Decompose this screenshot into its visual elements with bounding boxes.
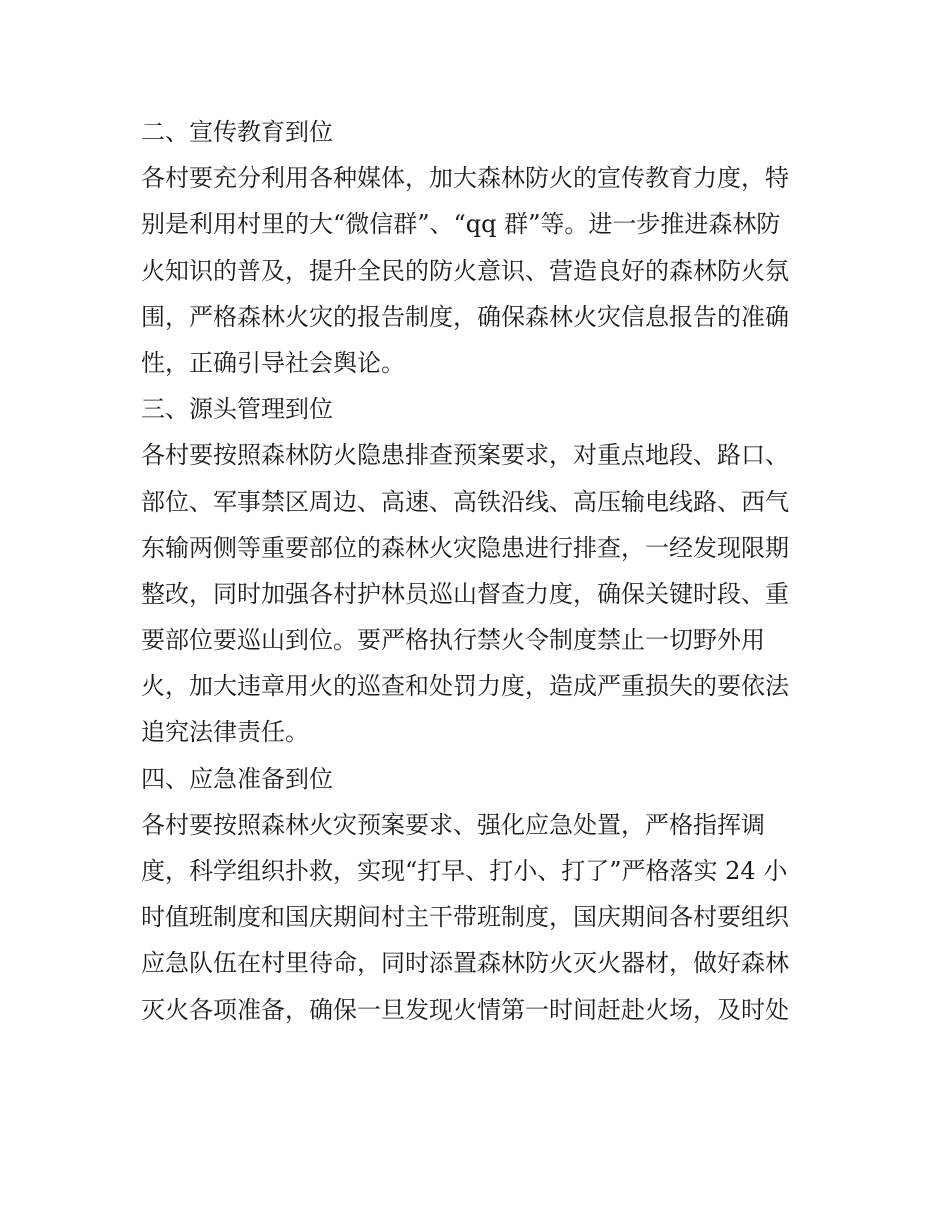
paragraph-line: 部位、军事禁区周边、高速、高铁沿线、高压输电线路、西气 (141, 487, 789, 516)
paragraph-line: 整改，同时加强各村护林员巡山督查力度，确保关键时段、重 (141, 579, 789, 608)
paragraph-line: 灭火各项准备，确保一旦发现火情第一时间赶赴火场，及时处 (141, 995, 789, 1024)
paragraph-line: 别是利用村里的大“微信群”、“qq 群”等。进一步推进森林防 (141, 210, 781, 239)
paragraph-line: 时值班制度和国庆期间村主干带班制度，国庆期间各村要组织 (141, 903, 789, 932)
paragraph-line: 各村要充分利用各种媒体，加大森林防火的宣传教育力度，特 (141, 164, 789, 193)
paragraph-line: 应急队伍在村里待命，同时添置森林防火灭火器材，做好森林 (141, 949, 789, 978)
paragraph-line: 各村要按照森林防火隐患排查预案要求，对重点地段、路口、 (141, 441, 789, 470)
paragraph-line: 各村要按照森林火灾预案要求、强化应急处置，严格指挥调 (141, 810, 765, 839)
section-heading-emergency-preparation: 四、应急准备到位 (141, 764, 333, 793)
paragraph-line: 追究法律责任。 (141, 718, 309, 747)
paragraph-line: 性，正确引导社会舆论。 (141, 348, 405, 377)
section-heading-publicity: 二、宣传教育到位 (141, 118, 333, 146)
paragraph-line: 东输两侧等重要部位的森林火灾隐患进行排查，一经发现限期 (141, 533, 789, 562)
paragraph-line: 火知识的普及，提升全民的防火意识、营造良好的森林防火氛 (141, 256, 789, 285)
paragraph-line: 要部位要巡山到位。要严格执行禁火令制度禁止一切野外用 (141, 626, 765, 655)
section-heading-source-management: 三、源头管理到位 (141, 395, 333, 424)
paragraph-line: 火，加大违章用火的巡查和处罚力度，造成严重损失的要依法 (141, 672, 789, 701)
paragraph-line: 度，科学组织扑救，实现“打早、打小、打了”严格落实 24 小 (141, 857, 788, 885)
paragraph-line: 围，严格森林火灾的报告制度，确保森林火灾信息报告的准确 (141, 302, 789, 331)
document-body (141, 109, 821, 1033)
